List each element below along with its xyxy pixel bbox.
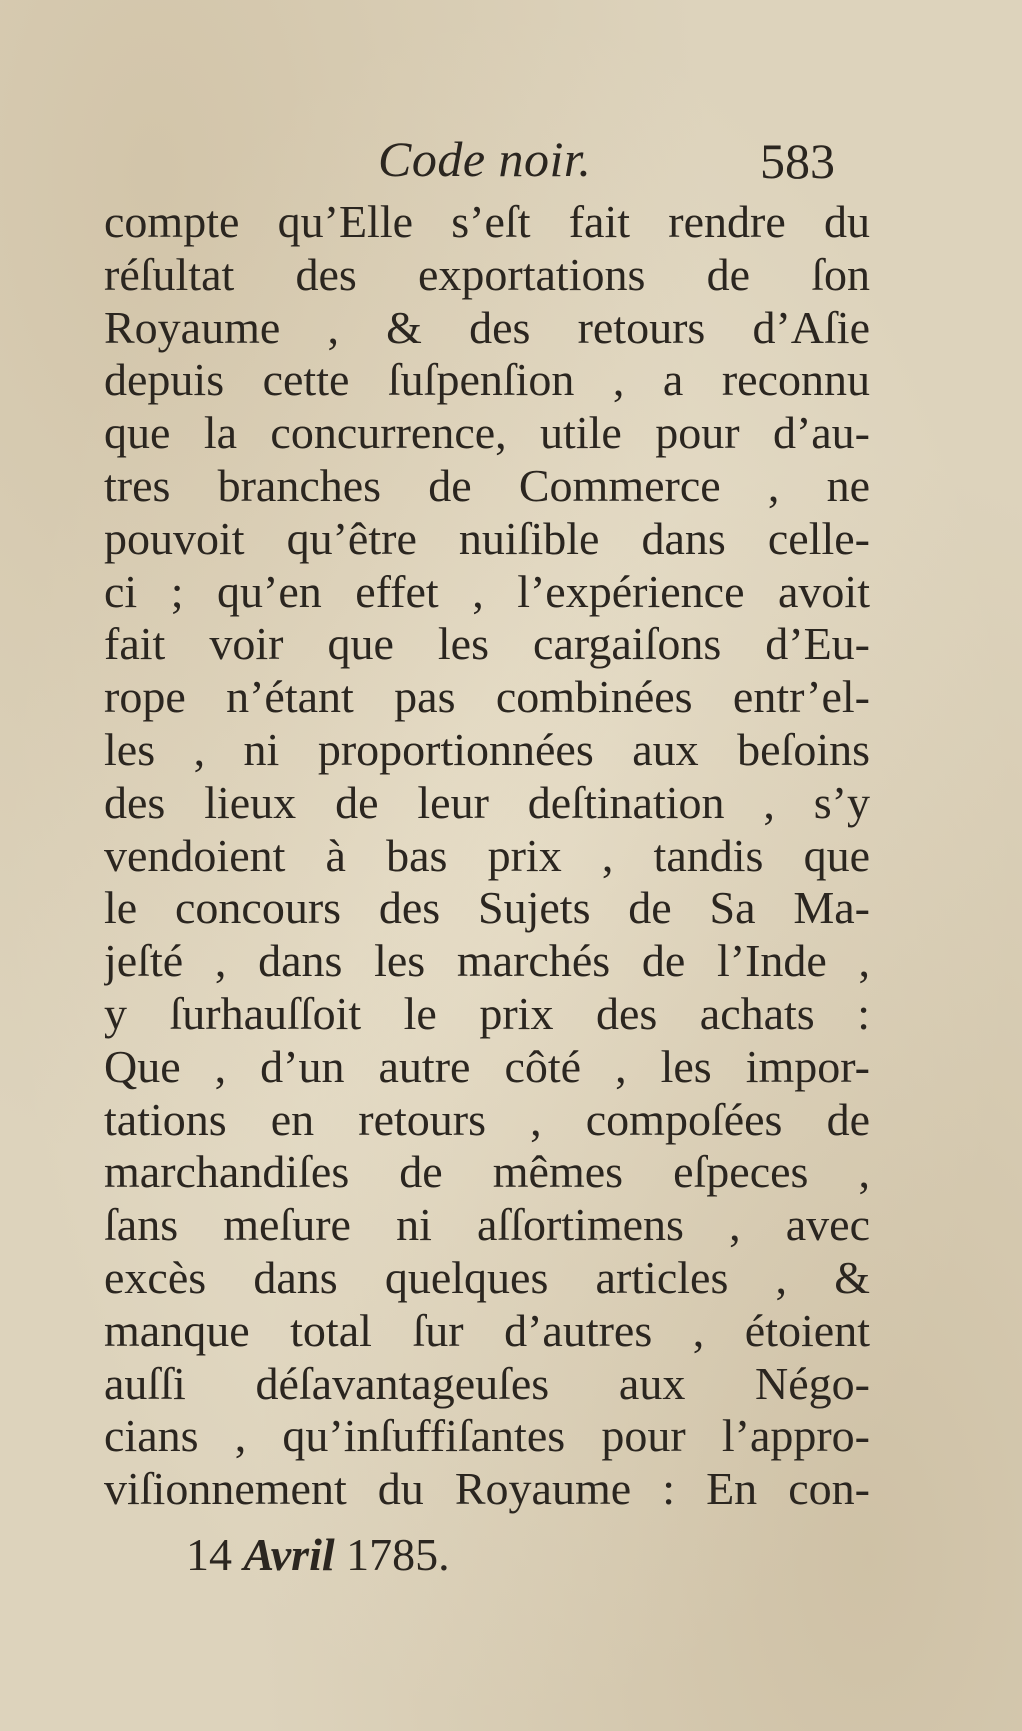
text-line: Que , d’un autre côté , les impor-	[104, 1040, 870, 1092]
text-line: réſultat des exportations de ſon	[104, 248, 870, 300]
text-line: ci ; qu’en effet , l’expérience avoit	[104, 565, 870, 617]
page-header	[100, 120, 880, 200]
text-line: compte qu’Elle s’eſt fait rendre du	[104, 196, 870, 247]
text-line: marchandiſes de mêmes eſpeces ,	[104, 1146, 870, 1198]
text-line: tations en retours , compoſées de	[104, 1093, 870, 1145]
date-day: 14	[186, 1529, 232, 1580]
running-head: Code noir.	[378, 131, 592, 187]
text-line: rope n’étant pas combinées entr’el-	[104, 671, 870, 723]
date-line	[186, 1528, 450, 1581]
text-line: excès dans quelques articles , &	[104, 1251, 870, 1303]
text-line: jeſté , dans les marchés de l’Inde ,	[104, 935, 870, 987]
text-line: fait voir que les cargaiſons d’Eu-	[104, 618, 870, 670]
text-line: ſans meſure ni aſſortimens , avec	[104, 1199, 870, 1251]
text-line: vendoient à bas prix , tandis que	[104, 829, 870, 881]
body-text	[104, 196, 870, 1516]
text-line: Royaume , & des retours d’Aſie	[104, 301, 870, 353]
text-line: viſionnement du Royaume : En con-	[104, 1463, 870, 1515]
date-month: Avril	[243, 1529, 335, 1580]
text-line: manque total ſur d’autres , étoient	[104, 1304, 870, 1356]
text-line: pouvoit qu’être nuiſible dans celle-	[104, 512, 870, 564]
text-line: que la concurrence, utile pour d’au-	[104, 407, 870, 459]
text-line: tres branches de Commerce , ne	[104, 459, 870, 511]
text-line: depuis cette ſuſpenſion , a reconnu	[104, 354, 870, 406]
date-year: 1785.	[346, 1529, 450, 1580]
text-line: les , ni proportionnées aux beſoins	[104, 723, 870, 775]
text-line: auſſi déſavantageuſes aux Négo-	[104, 1357, 870, 1409]
text-line: des lieux de leur deſtination , s’y	[104, 776, 870, 828]
text-line: le concours des Sujets de Sa Ma-	[104, 882, 870, 934]
text-line: y ſurhauſſoit le prix des achats :	[104, 987, 870, 1039]
text-line: cians , qu’inſuffiſantes pour l’appro-	[104, 1410, 870, 1462]
page-number: 583	[760, 133, 835, 189]
